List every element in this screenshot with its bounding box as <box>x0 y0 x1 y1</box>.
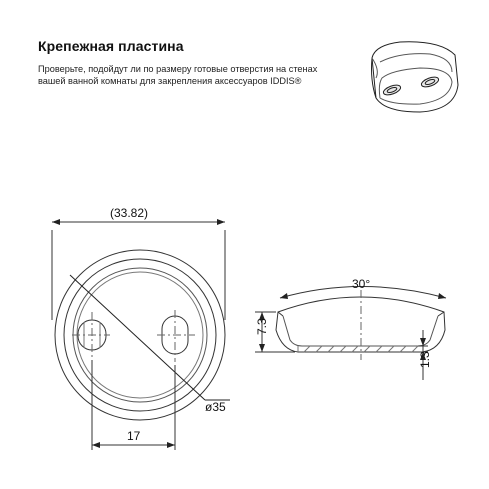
page-title: Крепежная пластина <box>38 38 184 54</box>
top-width-label: (33.82) <box>110 206 149 220</box>
description-line-2: вашей ванной комнаты для закрепления аксессуаров IDDIS® <box>38 76 302 86</box>
description-line-1: Проверьте, подойдут ли по размеру готовые отверстия на стенах <box>38 64 318 74</box>
angle-label: 30° <box>352 277 371 291</box>
hole-spacing-label: 17 <box>127 429 141 443</box>
thickness-label: 1.3 <box>418 351 432 368</box>
isometric-plate-view <box>372 42 459 112</box>
front-view <box>52 219 230 450</box>
diameter-label: ø35 <box>205 400 226 414</box>
height-label: 7.3 <box>255 318 269 335</box>
